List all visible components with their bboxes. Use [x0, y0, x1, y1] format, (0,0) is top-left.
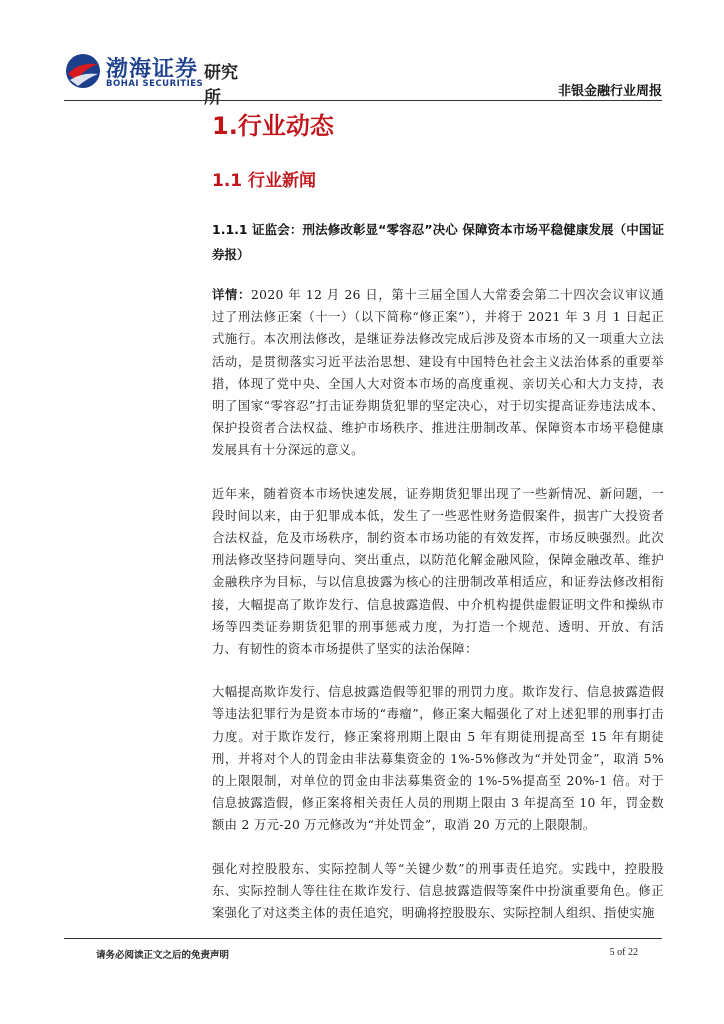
- bohai-securities-logo: [64, 50, 254, 108]
- paragraph-penalties: 大幅提高欺诈发行、信息披露造假等犯罪的刑罚力度。欺诈发行、信息披露造假等违法犯罪行为是资本市场的“毒瘤”，修正案大幅强化了对上述犯罪的刑事打击力度。对于欺诈发行，修正案将刑期上限由 5 年有期徒刑提高至 15 年有期徒刑，并将对个人的罚金由非法募集资金的 1%-5%修改为“并处罚金”，取消 5%的上限限制，对单位的罚金由非法募集资金的 1%-5%提高至 20%-1 倍。对于信息披露造假，修正案将相关责任人员的刑期上限由 3 年提高至 10 年，罚金数额由 2 万元-20 万元修改为“并处罚金”，取消 20 万元的上限限制。: [212, 685, 664, 833]
- page-body: [212, 100, 664, 924]
- page-footer: [64, 938, 662, 963]
- paragraph-controlling-shareholders: 强化对控股股东、实际控制人等“关键少数”的刑事责任追究。实践中，控股股东、实际控制人等往往在欺诈发行、信息披露造假等案件中扮演重要角色。修正案强化了对这类主体的责任追究，明确将控股股东、实际控制人组织、指使实施: [212, 861, 664, 921]
- bohai-logo-icon: [64, 50, 102, 90]
- paragraph-details: [212, 284, 664, 462]
- report-title: 非银金融行业周报: [557, 84, 662, 99]
- details-label: 详情：: [212, 288, 251, 302]
- disclaimer-text: 请务必阅读正文之后的免责声明: [96, 950, 230, 961]
- institute-label: 研究所: [204, 63, 238, 108]
- logo-english-name: BOHAI SECURITIES: [106, 79, 204, 89]
- paragraph-background: 近年来，随着资本市场快速发展，证券期货犯罪出现了一些新情况、新问题，一段时间以来，由于犯罪成本低，发生了一些恶性财务造假案件，损害广大投资者合法权益，危及市场秩序，制约资本市场功能的有效发挥，市场反映强烈。此次刑法修改坚持问题导向、突出重点，以防范化解金融风险，保障金融改革、维护金融秩序为目标，与以信息披露为核心的注册制改革相适应，和证券法修改相衔接，大幅提高了欺诈发行、信息披露造假、中介机构提供虚假证明文件和操纵市场等四类证券期货犯罪的刑事惩戒力度，为打造一个规范、透明、开放、有活力、有韧性的资本市场提供了坚实的法治保障：: [212, 486, 664, 657]
- section-title: 1.行业动态: [212, 112, 334, 140]
- page-header: [0, 0, 724, 108]
- page-number: 5 of 22: [609, 947, 638, 958]
- news-heading: 1.1.1 证监会：刑法修改彰显“零容忍”决心 保障资本市场平稳健康发展（中国证券报）: [212, 222, 664, 262]
- logo-chinese-name: 渤海证券: [106, 57, 199, 82]
- details-body: 2020 年 12 月 26 日，第十三届全国人大常委会第二十四次会议审议通过了刑法修正案（十一）（以下简称“修正案”），并将于 2021 年 3 月 1 日起正式施行。本次刑法修改，是继证券法修改完成后涉及资本市场的又一项重大立法活动，是贯彻落实习近平法治思想、建设有中国特色社会主义法治体系的重要举措，体现了党中央、全国人大对资本市场的高度重视、亲切关心和大力支持，表明了国家“零容忍”打击证券期货犯罪的坚定决心，对于切实提高证券违法成本、保护投资者合法权益、维护市场秩序、推进注册制改革、保障资本市场平稳健康发展具有十分深远的意义。: [212, 288, 664, 458]
- subsection-title: 1.1 行业新闻: [212, 171, 317, 191]
